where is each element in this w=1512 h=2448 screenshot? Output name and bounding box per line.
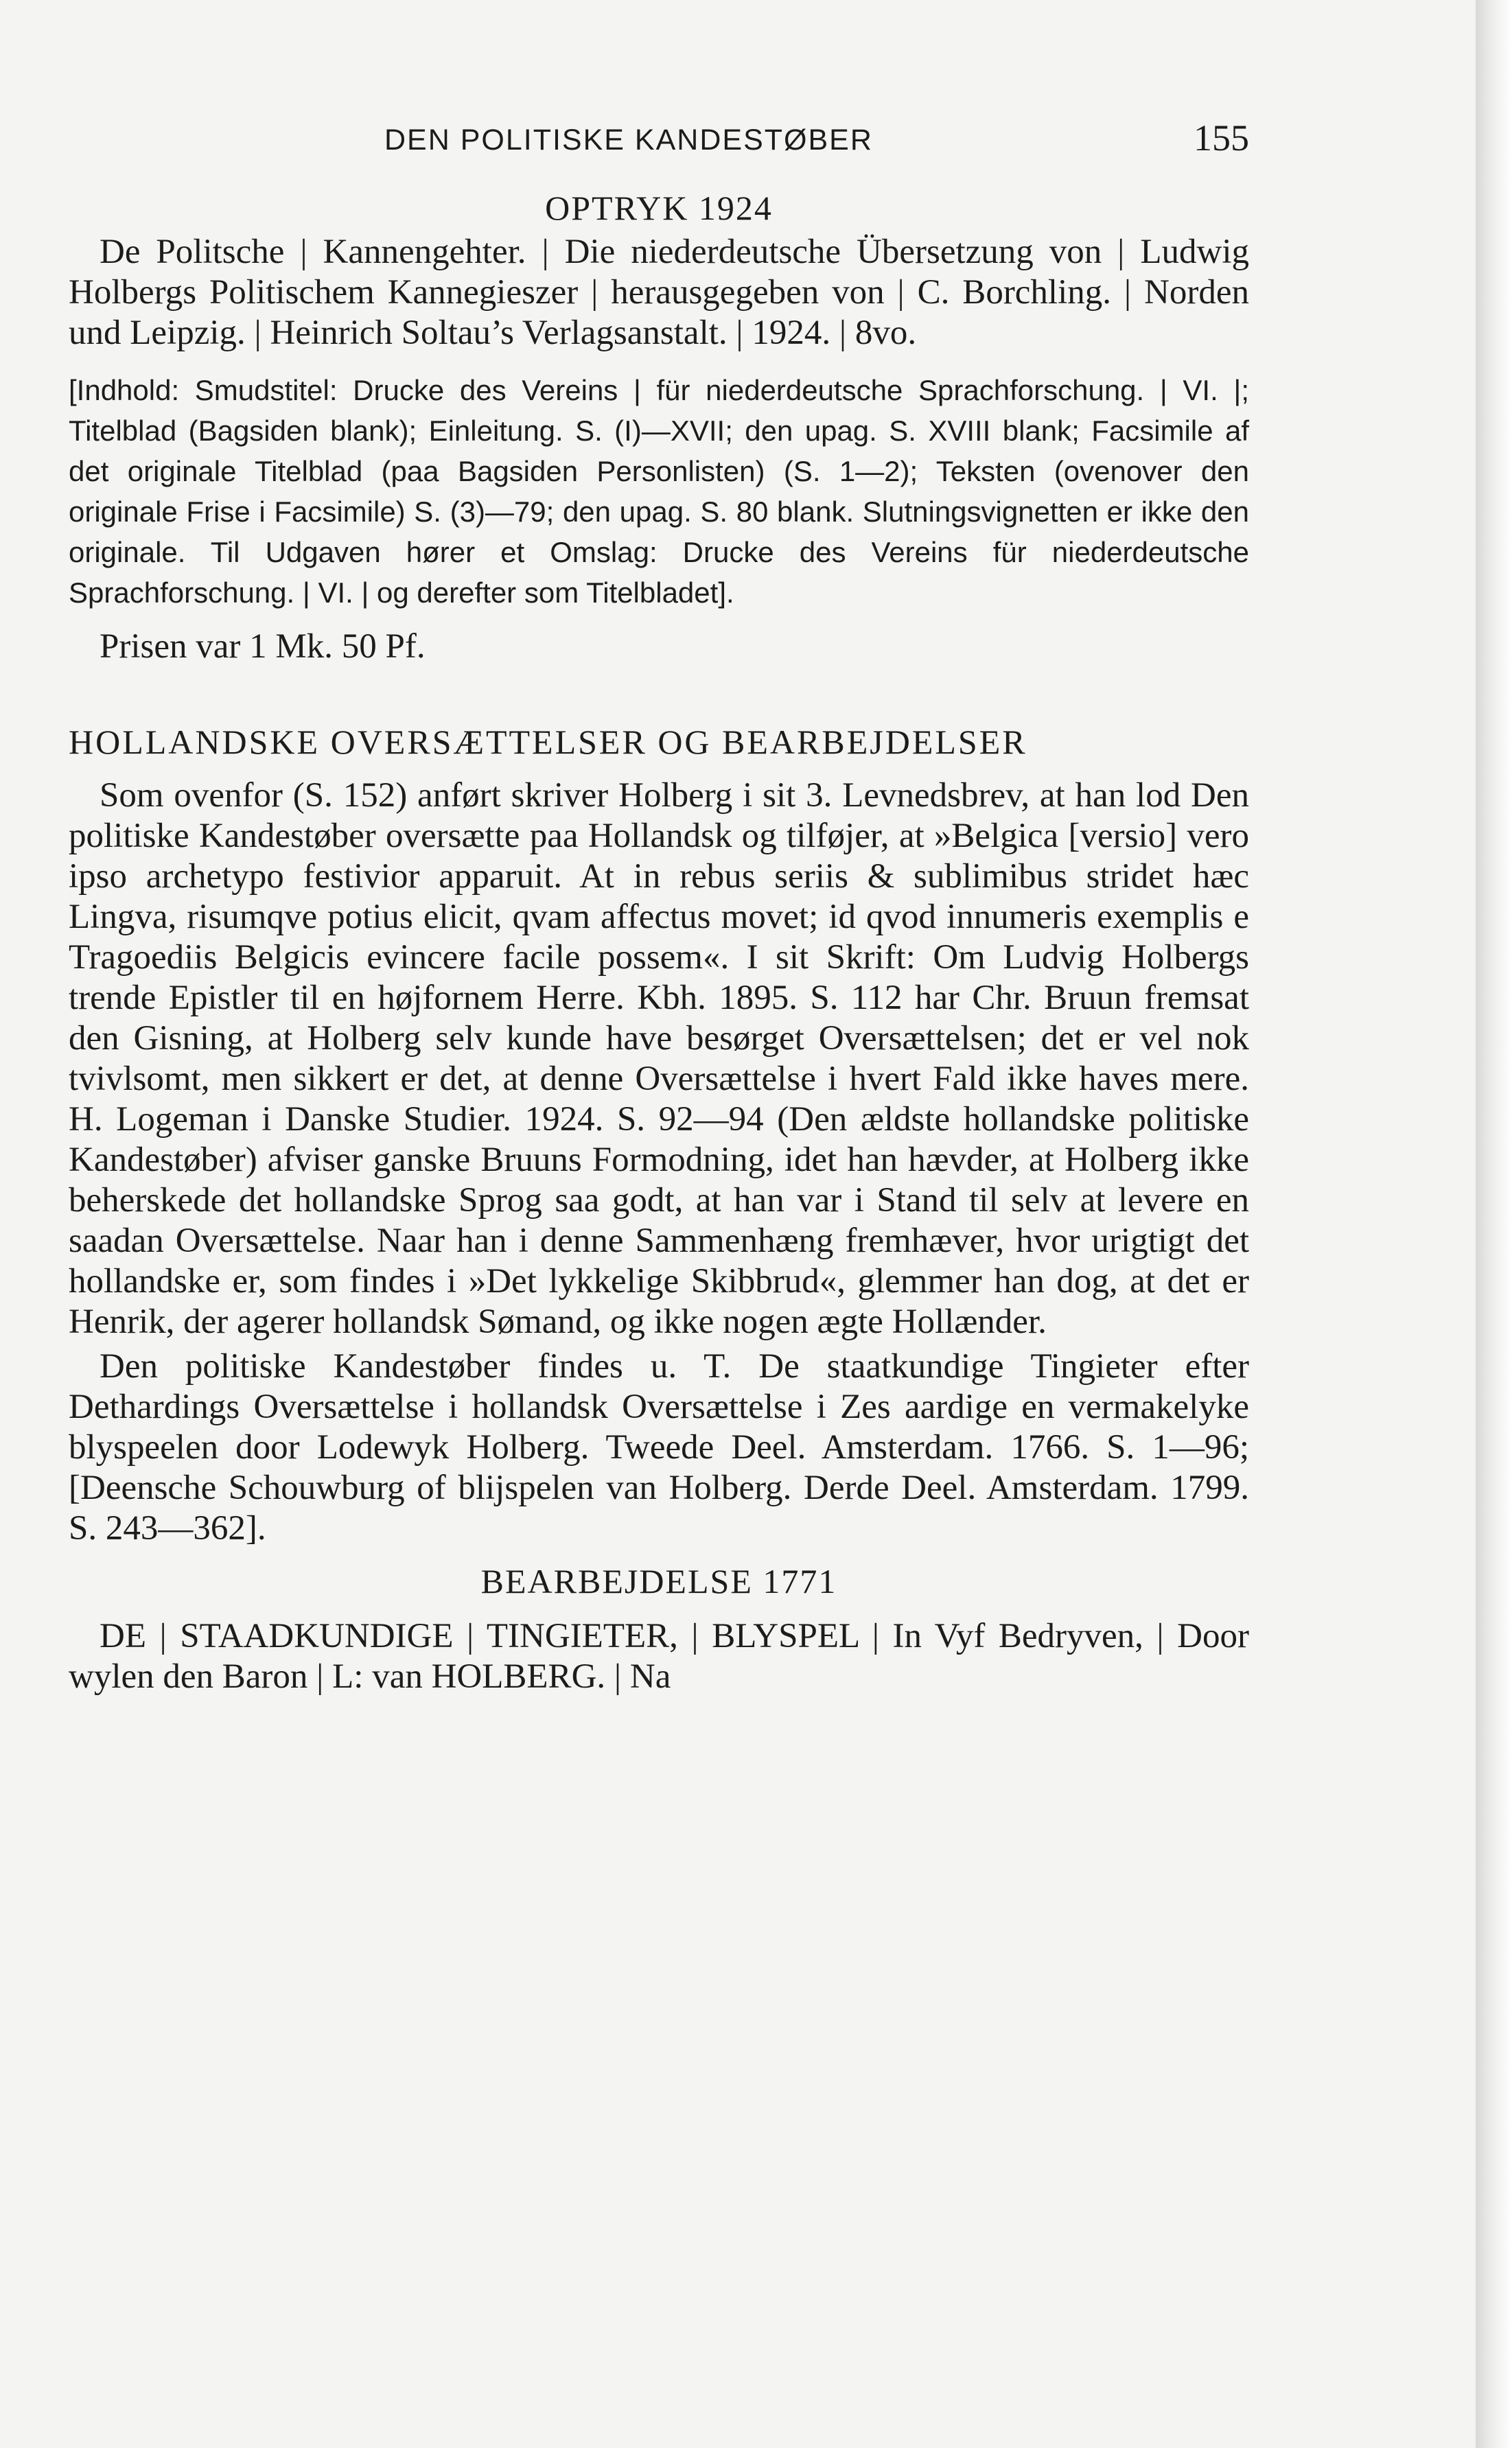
running-head xyxy=(69,117,1249,178)
running-title: DEN POLITISKE KANDESTØBER xyxy=(384,124,873,156)
section-title-optryk: OPTRYK 1924 xyxy=(545,189,773,227)
section-title-bearbejdelse: BEARBEJDELSE 1771 xyxy=(480,1562,837,1600)
price-note: Prisen var 1 Mk. 50 Pf. xyxy=(100,627,426,666)
contents-note: [Indhold: Smudstitel: Drucke des Vereins | für niederdeutsche Sprachforschung. | VI. |; Titelblad (Bagsiden blank); Einleitung. S. (I)—XVII; den upag. S. XVIII blank; Facsimile af det originale Titelblad (paa Bagsiden Personlisten) (S. 1—2); Teksten (ovenover den originale Frise i Facsimile) S. (3)—79; den upag. S. 80 blank. Slutningsvignetten er ikke den originale. Til Udgaven hører et Omslag: Drucke des Vereins für niederdeutsche Sprachforschung. | VI. | og derefter som Titelbladet]. xyxy=(69,374,1249,609)
body-paragraph: Den politiske Kandestøber findes u. T. De staatkundige Tingieter efter Dethardings Oversættelse i hollandsk Oversættelse i Zes aardige en vermakelyke blyspeelen door Lodewyk Holberg. Tweede Deel. Amsterdam. 1766. S. 1—96; [Deensche Schouwburg of blijspelen van Holberg. Derde Deel. Amsterdam. 1799. S. 243—362]. xyxy=(69,1347,1249,1548)
bibliographic-entry-1771: DE | STAADKUNDIGE | TINGIETER, | BLYSPEL | In Vyf Bedryven, | Door wylen den Baron | L: van HOLBERG. | Na xyxy=(69,1617,1249,1696)
body-paragraph: Som ovenfor (S. 152) anført skriver Holberg i sit 3. Levnedsbrev, at han lod Den politiske Kandestøber oversætte paa Hollandsk og tilføjer, at »Belgica [versio] vero ipso archetypo festivior apparuit. At in rebus seriis & sublimibus stridet hæc Lingva, risumqve potius elicit, qvam affectus movet; id qvod innumeris exemplis e Tragoediis Belgicis evincere facile possem«. I sit Skrift: Om Ludvig Holbergs trende Epistler til en højfornem Herre. Kbh. 1895. S. 112 har Chr. Bruun fremsat den Gisning, at Holberg selv kunde have besørget Oversættelsen; det er vel nok tvivlsomt, men sikkert er det, at denne Oversættelse i hvert Fald ikke haves mere. H. Logeman i Danske Studier. 1924. S. 92—94 (Den ældste hollandske politiske Kandestøber) afviser ganske Bruuns Formodning, idet han hævder, at Holberg ikke beherskede det hollandske Sprog saa godt, at han var i Stand til selv at levere en saadan Oversættelse. Naar han i denne Sammenhæng fremhæver, hvor urigtigt det hollandske er, som findes i »Det lykkelige Skibbrud«, glemmer han dog, at det er Henrik, der agerer hollandsk Sømand, og ikke nogen ægte Hollænder. xyxy=(69,776,1249,1341)
page-edge-shadow xyxy=(1476,0,1512,2448)
bibliographic-entry-1924: De Politsche | Kannengehter. | Die niederdeutsche Übersetzung von | Ludwig Holbergs Politischem Kannegieszer | herausgegeben von | C. Borchling. | Norden und Leipzig. | Heinrich Soltau’s Verlagsanstalt. | 1924. | 8vo. xyxy=(69,233,1249,352)
section-title-dutch-translations: HOLLANDSKE OVERSÆTTELSER OG BEARBEJDELSER xyxy=(69,723,1027,761)
text-column xyxy=(69,117,1249,1697)
page-number: 155 xyxy=(1194,117,1249,159)
